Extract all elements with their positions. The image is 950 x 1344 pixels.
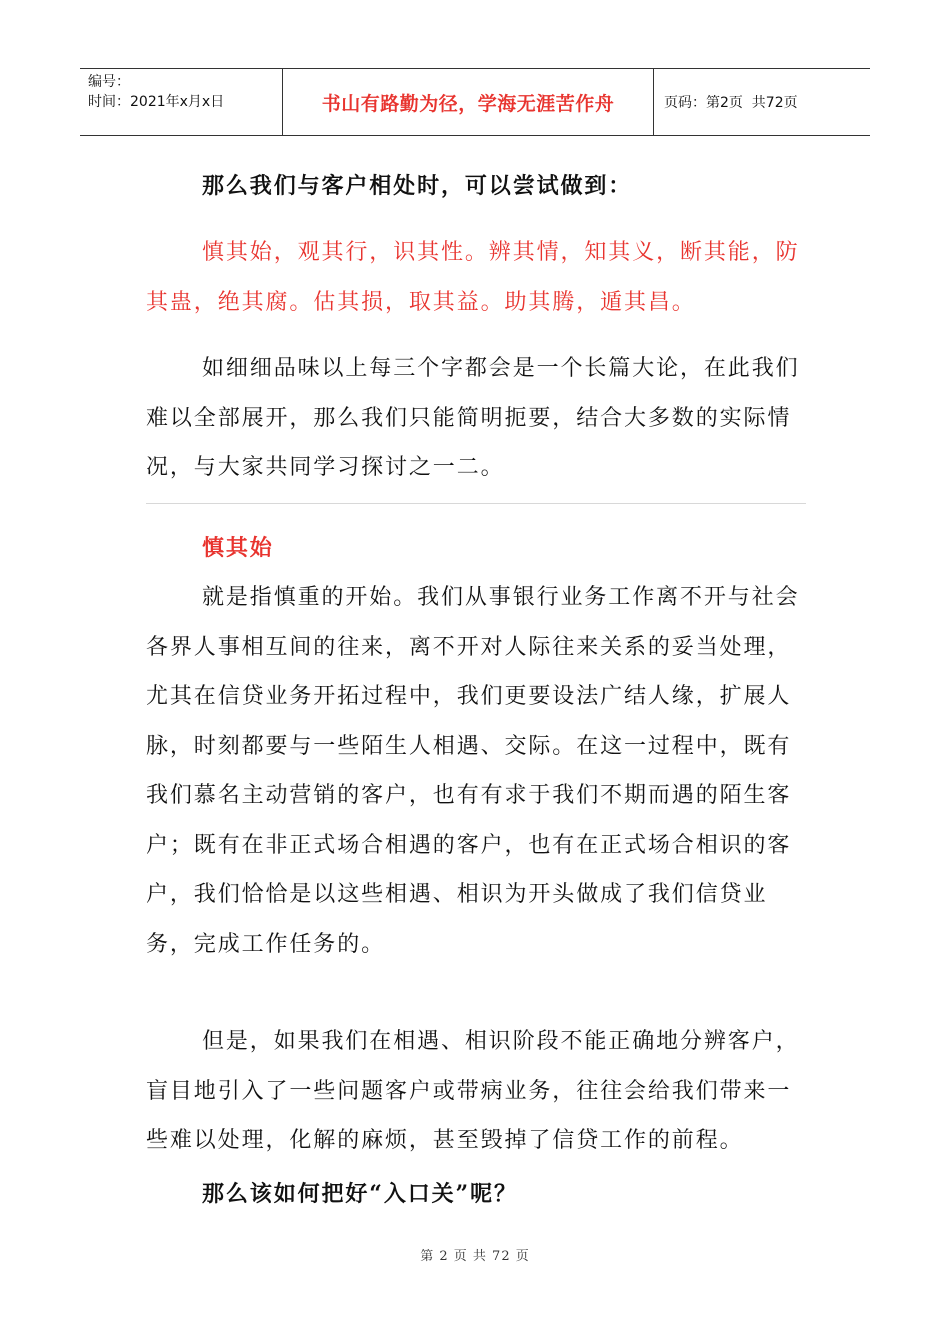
section-paragraph-2: 但是，如果我们在相遇、相识阶段不能正确地分辨客户，盲目地引入了一些问题客户或带病业务，往往会给我们带来一些难以处理，化解的麻烦，甚至毁掉了信贷工作的前程。: [146, 1029, 800, 1153]
header-page-info-text: 页码：第2页 共72页: [664, 95, 798, 111]
header-time-label: 时间：2021年x月x日: [88, 94, 225, 110]
closing-question: 那么该如何把好“入口关”呢？: [202, 1181, 518, 1207]
header-page-info: [654, 69, 870, 135]
red-principles: 慎其始，观其行，识其性。辨其情，知其义，断其能，防其蛊，绝其腐。估其损，取其益。助其腾，遁其昌。: [146, 240, 800, 315]
page-footer: [0, 1245, 950, 1264]
section-paragraph-1: 就是指慎重的开始。我们从事银行业务工作离不开与社会各界人事相互间的往来，离不开对人际往来关系的妥当处理，尤其在信贷业务开拓过程中，我们更要设法广结人缘，扩展人脉，时刻都要与一些陌生人相遇、交际。在这一过程中，既有我们慕名主动营销的客户，也有有求于我们不期而遇的陌生客户；既有在非正式场合相遇的客户，也有在正式场合相识的客户，我们恰恰是以这些相遇、相识为开头做成了我们信贷业务，完成工作任务的。: [146, 585, 800, 957]
header-meta: [80, 69, 282, 135]
header-motto-text: 书山有路勤为径，学海无涯苦作舟: [321, 92, 615, 115]
footer-page-number: 第 2 页 共 72 页: [420, 1249, 530, 1264]
section-divider: [146, 503, 806, 504]
document-header: [80, 68, 870, 136]
section-title: 慎其始: [202, 535, 274, 561]
header-number-label: 编号：: [88, 74, 130, 90]
header-motto: [282, 69, 654, 135]
intro-paragraph: 如细细品味以上每三个字都会是一个长篇大论，在此我们难以全部展开，那么我们只能简明扼要，结合大多数的实际情况，与大家共同学习探讨之一二。: [146, 356, 800, 480]
intro-heading: 那么我们与客户相处时，可以尝试做到：: [202, 173, 633, 199]
